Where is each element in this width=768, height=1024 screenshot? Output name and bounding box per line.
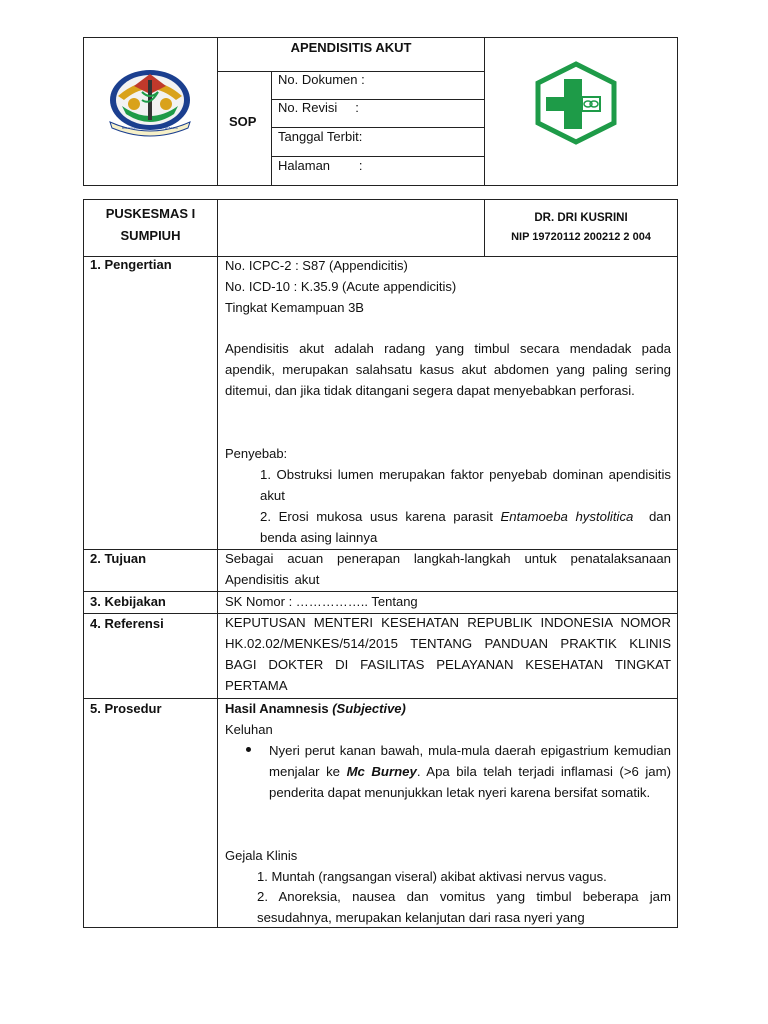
field-tanggal-terbit: Tanggal Terbit: <box>278 129 363 144</box>
cause-title: Penyebab: <box>225 446 288 461</box>
section-label-tujuan: 2. Tujuan <box>90 551 147 566</box>
gejala-item-1: 1. Muntah (rangsangan viseral) akibat aktivasi nervus vagus. <box>257 869 607 884</box>
icpc-code: No. ICPC-2 : S87 (Appendicitis) <box>225 258 408 273</box>
tujuan-text: Sebagai acuan penerapan langkah-langkah untuk penatalaksanaan Apendisitis akut <box>225 551 671 587</box>
org-name-line2: SUMPIUH <box>120 228 181 243</box>
field-halaman: Halaman : <box>278 158 363 173</box>
cause-item-2-parasite: Entamoeba hystolitica <box>500 509 634 524</box>
keluhan-bullet-prefix: Nyeri perut kanan bawah, mula-mula daerah epigastrium kemudian menjalar ke <box>269 743 671 779</box>
section-label-prosedur: 5. Prosedur <box>90 701 162 716</box>
field-no-dokumen: No. Dokumen : <box>278 72 365 87</box>
puskesmas-logo <box>530 61 622 145</box>
keluhan-title: Keluhan <box>225 722 273 737</box>
referensi-text: KEPUTUSAN MENTERI KESEHATAN REPUBLIK INDONESIA NOMOR HK.02.02/MENKES/514/2015 TENTANG PANDUAN PRAKTIK KLINIS BAGI DOKTER DI FASILITAS PELAYANAN KESEHATAN TINGKAT PERTAMA <box>225 615 671 693</box>
keluhan-bullet-mcburney: Mc Burney <box>346 764 417 779</box>
icd-code: No. ICD-10 : K.35.9 (Acute appendicitis) <box>225 279 457 294</box>
bullet-dot <box>246 747 251 752</box>
kebijakan-text: SK Nomor : …………….. Tentang <box>225 594 418 609</box>
sop-label: SOP <box>229 114 257 129</box>
prosedur-heading <box>225 701 406 717</box>
section-label-pengertian: 1. Pengertian <box>90 257 172 272</box>
cause-item-2-prefix: 2. Erosi mukosa usus karena parasit <box>260 509 493 524</box>
definition-text: Apendisitis akut adalah radang yang timbul secara mendadak pada apendik, merupakan salahsatu kasus akut abdomen yang paling sering ditemui, dan jika tidak ditangani segera dapat menyebabkan perforasi. <box>225 341 671 398</box>
prosedur-heading-italic: (Subjective) <box>332 701 406 716</box>
gejala-title: Gejala Klinis <box>225 848 298 863</box>
section-label-kebijakan: 3. Kebijakan <box>90 594 166 609</box>
org-name-line1: PUSKESMAS I <box>105 206 196 221</box>
competency-level: Tingkat Kemampuan 3B <box>225 300 364 315</box>
regency-logo-motto: BANYUMAS KANG SATRIA WIBAWA <box>122 126 178 130</box>
document-title: APENDISITIS AKUT <box>290 40 412 55</box>
keluhan-bullet-suffix: . Apa bila telah terjadi inflamasi (>6 jam) penderita dapat menunjukkan letak nyeri karena bersifat somatik. <box>269 764 672 800</box>
cause-item-2 <box>260 506 671 548</box>
section-label-referensi: 4. Referensi <box>90 616 164 631</box>
gejala-item-2: 2. Anoreksia, nausea dan vomitus yang timbul beberapa jam sesudahnya, merupakan kelanjutan dari rasa nyeri yang <box>257 889 671 925</box>
keluhan-bullet-text <box>269 740 671 803</box>
prosedur-heading-bold: Hasil Anamnesis <box>225 701 329 716</box>
field-no-revisi: No. Revisi : <box>278 100 359 115</box>
signer-nip: NIP 19720112 200212 2 004 <box>511 231 651 243</box>
regency-logo <box>104 66 196 138</box>
cause-item-2-suffix: dan benda asing lainnya <box>260 509 671 545</box>
signer-name: DR. DRI KUSRINI <box>534 212 628 224</box>
cause-item-1: 1. Obstruksi lumen merupakan faktor penyebab dominan apendisitis akut <box>260 467 671 503</box>
